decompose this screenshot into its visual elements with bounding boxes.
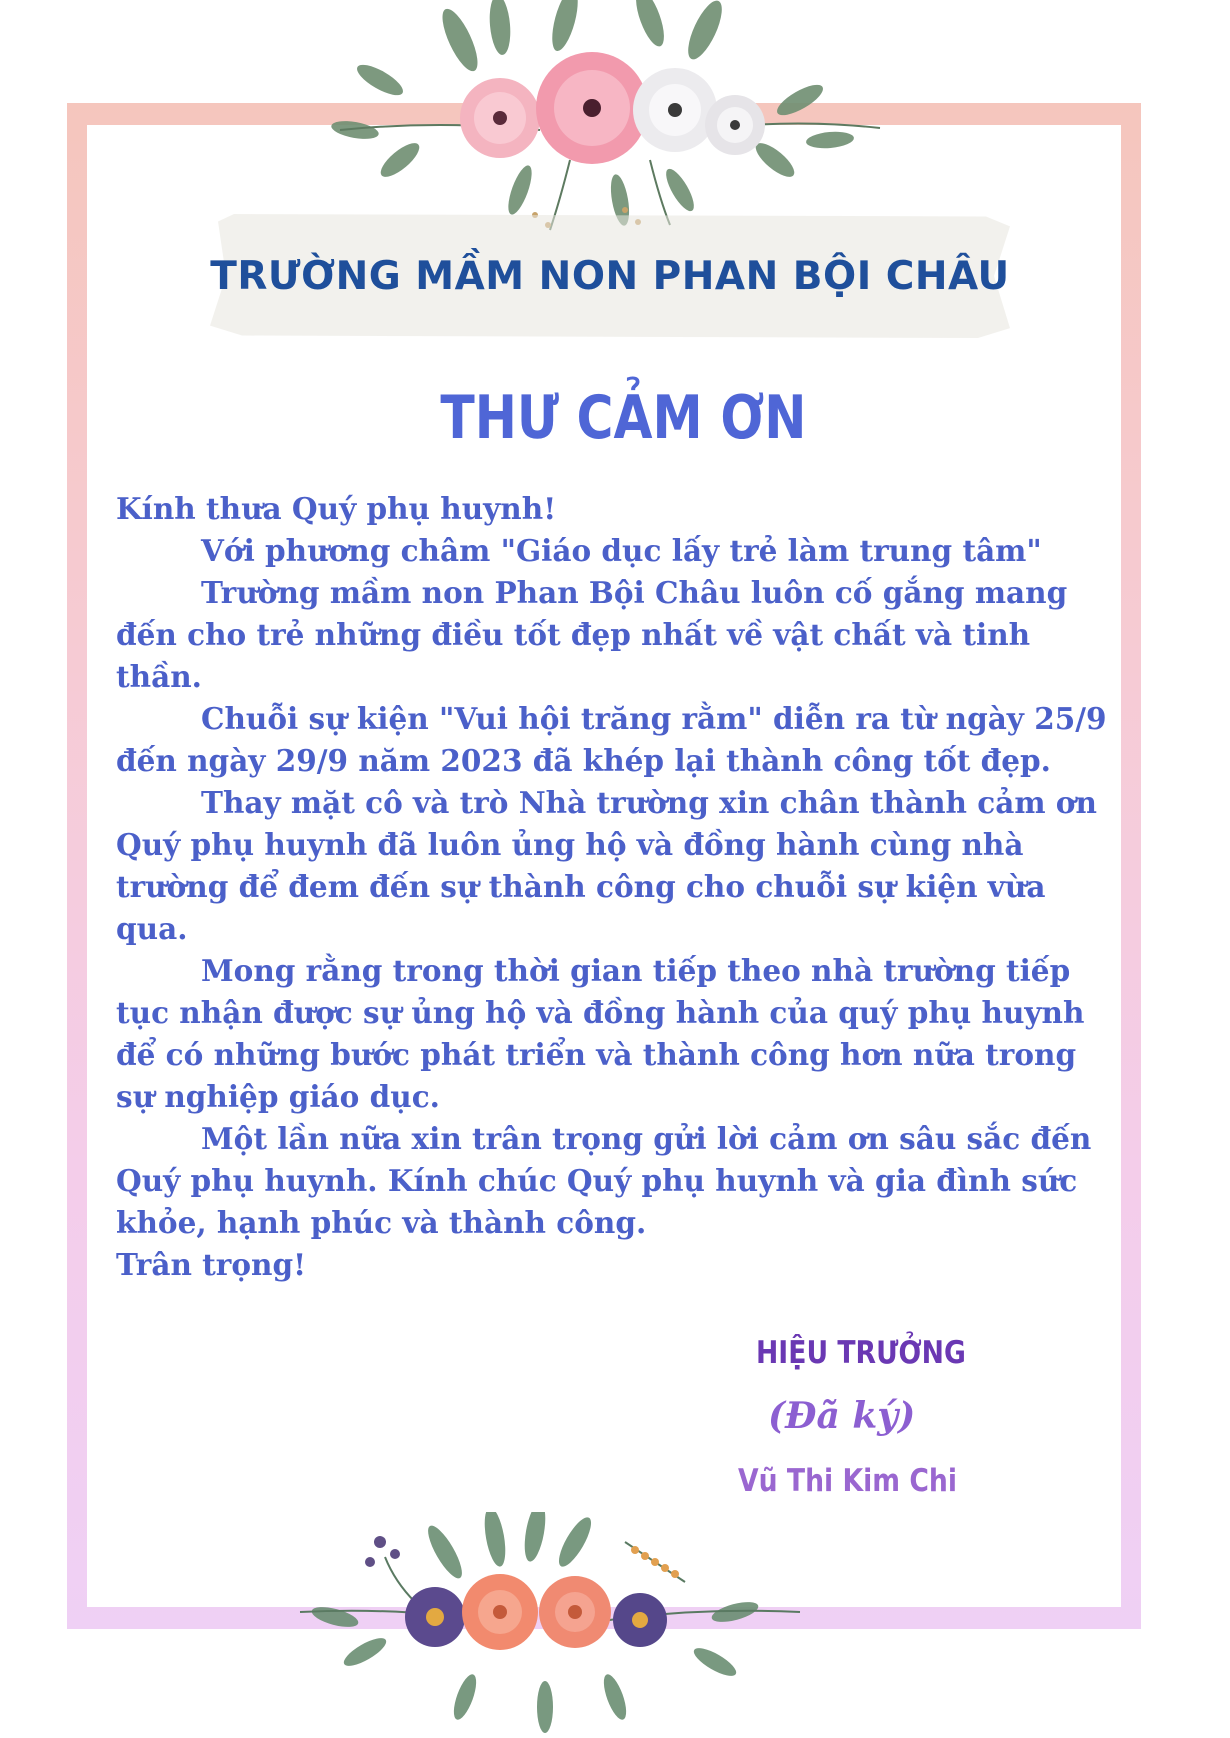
coral-flower-left: [462, 1574, 538, 1650]
pink-flower-center: [536, 52, 648, 164]
pink-flower-left: [460, 78, 540, 158]
paragraph-1: Với phương châm "Giáo dục lấy trẻ làm trung tâm": [201, 533, 1042, 568]
orange-sprig: [631, 1546, 679, 1578]
signature-name: Vũ Thi Kim Chi: [738, 1463, 958, 1499]
white-flower-small: [705, 95, 765, 155]
salutation: Kính thưa Quý phụ huynh!: [116, 491, 557, 526]
paragraph-3: Chuỗi sự kiện "Vui hội trăng rằm" diễn ra từ ngày 25/9 đến ngày 29/9 năm 2023 đã khép lại thành công tốt đẹp.: [116, 701, 1107, 778]
purple-flower-right: [613, 1593, 667, 1647]
paragraph-6: Một lần nữa xin trân trọng gửi lời cảm ơn sâu sắc đến Quý phụ huynh. Kính chúc Quý phụ huynh và gia đình sức khỏe, hạnh phúc và thành công.: [116, 1121, 1092, 1240]
top-floral-decoration-icon: [320, 0, 920, 245]
closing: Trân trọng!: [116, 1247, 307, 1282]
letter-body: [116, 488, 1116, 1286]
letter-title: THƯ CẢM ƠN: [440, 383, 807, 453]
signature-title: HIỆU TRƯỞNG: [756, 1335, 966, 1371]
signature-signed: (Đã ký): [768, 1395, 916, 1437]
paragraph-4: Thay mặt cô và trò Nhà trường xin chân thành cảm ơn Quý phụ huynh đã luôn ủng hộ và đồng hành cùng nhà trường để đem đến sự thành công cho chuỗi sự kiện vừa qua.: [116, 785, 1097, 946]
coral-flower-right: [539, 1576, 611, 1648]
school-name: TRƯỜNG MẦM NON PHAN BỘI CHÂU: [210, 254, 1010, 299]
paragraph-2: Trường mầm non Phan Bội Châu luôn cố gắng mang đến cho trẻ những điều tốt đẹp nhất về vật chất và tinh thần.: [116, 575, 1068, 694]
bottom-floral-decoration-icon: [295, 1512, 805, 1738]
paragraph-5: Mong rằng trong thời gian tiếp theo nhà trường tiếp tục nhận được sự ủng hộ và đồng hành của quý phụ huynh để có những bước phát triển và thành công hơn nữa trong sự nghiệp giáo dục.: [116, 953, 1085, 1114]
purple-berries: [365, 1536, 400, 1567]
white-flower: [633, 68, 717, 152]
purple-flower-left: [405, 1587, 465, 1647]
